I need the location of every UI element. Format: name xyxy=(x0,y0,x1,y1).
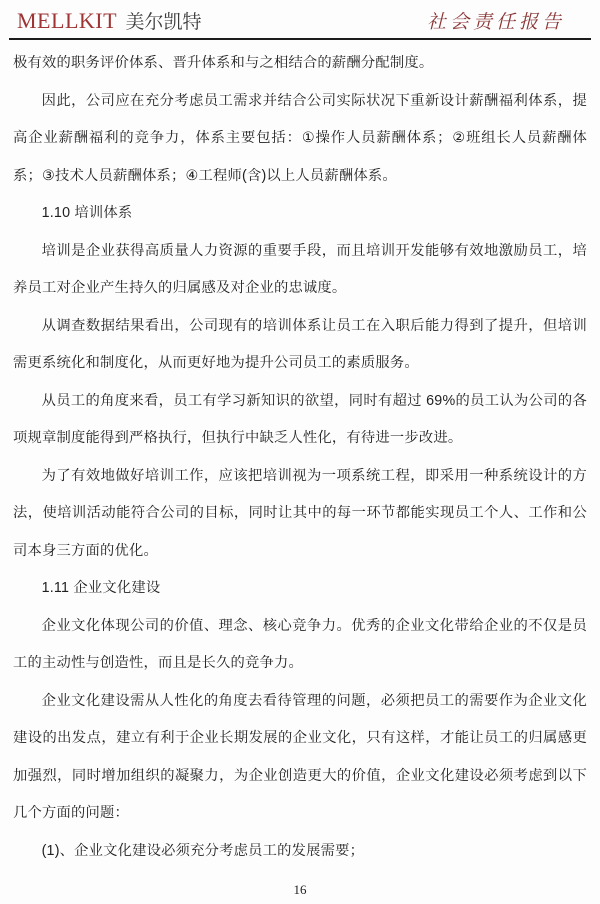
paragraph: 从调查数据结果看出，公司现有的培训体系让员工在入职后能力得到了提升，但培训需更系统化和制度化，从而更好地为提升公司员工的素质服务。 xyxy=(13,317,587,371)
brand-logo-chinese: 美尔凯特 xyxy=(125,12,202,33)
paragraph: 为了有效地做好培训工作，应该把培训视为一项系统工程，即采用一种系统设计的方法，使培训活动能符合公司的目标，同时让其中的每一环节都能实现员工个人、工作和公司本身三方面的优化。 xyxy=(13,467,587,559)
paragraph: 企业文化建设需从人性化的角度去看待管理的问题，必须把员工的需要作为企业文化建设的出发点，建立有利于企业长期发展的企业文化，只有这样，才能让员工的归属感更加强烈，同时增加组织的凝聚力，为企业创造更大的价值，企业文化建设必须考虑到以下几个方面的问题： xyxy=(13,692,587,821)
page-number: 16 xyxy=(293,882,307,897)
section-heading: 1.11 企业文化建设 xyxy=(41,580,161,596)
section-heading: 1.10 培训体系 xyxy=(41,205,133,221)
brand xyxy=(9,7,202,34)
paragraph: 极有效的职务评价体系、晋升体系和与之相结合的薪酬分配制度。 xyxy=(13,55,434,71)
page-footer xyxy=(0,882,600,898)
document-body xyxy=(0,40,600,870)
paragraph: 因此，公司应在充分考虑员工需求并结合公司实际状况下重新设计薪酬福利体系，提高企业薪酬福利的竞争力，体系主要包括：①操作人员薪酬体系；②班组长人员薪酬体系；③技术人员薪酬体系；④工程师(含)以上人员薪酬体系。 xyxy=(13,92,587,184)
brand-logo-latin: MELLKIT xyxy=(17,8,118,33)
paragraph: 企业文化体现公司的价值、理念、核心竞争力。优秀的企业文化带给企业的不仅是员工的主动性与创造性，而且是长久的竞争力。 xyxy=(13,617,587,671)
paragraph: (1)、企业文化建设必须充分考虑员工的发展需要； xyxy=(41,842,365,859)
report-title: 社会责任报告 xyxy=(426,12,565,33)
page-header xyxy=(9,0,591,40)
paragraph: 培训是企业获得高质量人力资源的重要手段，而且培训开发能够有效地激励员工，培养员工对企业产生持久的归属感及对企业的忠诚度。 xyxy=(13,242,587,296)
paragraph: 从员工的角度来看，员工有学习新知识的欲望，同时有超过 69%的员工认为公司的各项规章制度能得到严格执行，但执行中缺乏人性化，有待进一步改进。 xyxy=(13,392,587,446)
